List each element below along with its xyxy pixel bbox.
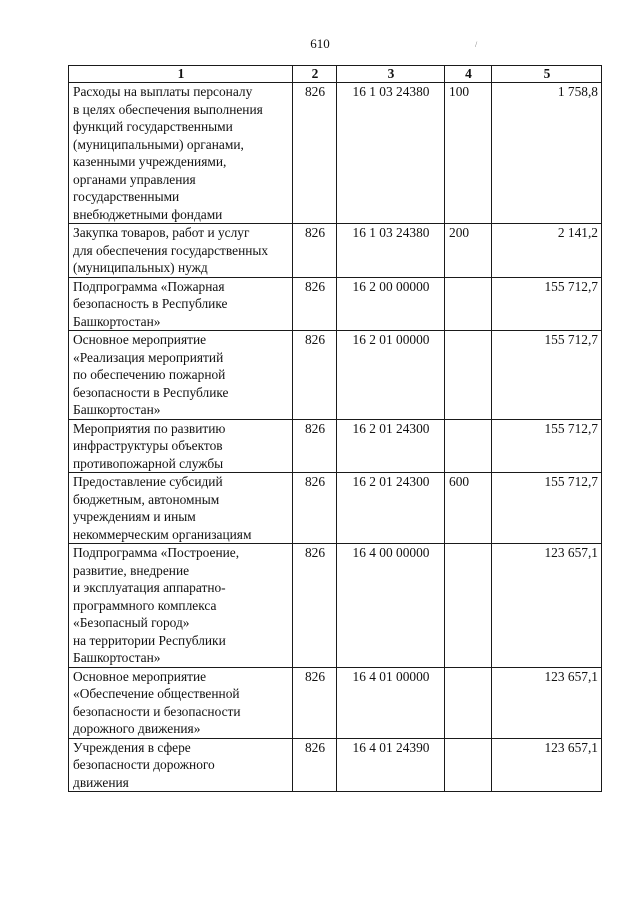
expense-name-line: на территории Республики bbox=[73, 632, 226, 648]
table-row bbox=[69, 83, 602, 224]
cell-target-code: 16 1 03 24380 bbox=[337, 224, 445, 278]
cell-ministry-code: 826 bbox=[293, 544, 337, 668]
expense-name-line: «Безопасный город» bbox=[73, 615, 190, 630]
expense-name-line: Основное мероприятие bbox=[73, 668, 207, 684]
expense-name-line: внебюджетными фондами bbox=[73, 206, 223, 222]
cell-amount: 123 657,1 bbox=[492, 667, 602, 738]
column-header-1: 1 bbox=[69, 66, 293, 83]
table-row bbox=[69, 277, 602, 331]
cell-ministry-code: 826 bbox=[293, 667, 337, 738]
expense-name-line: (муниципальных) нужд bbox=[73, 260, 208, 275]
cell-ministry-code: 826 bbox=[293, 277, 337, 331]
cell-expense-name bbox=[69, 83, 293, 224]
cell-expense-type: 200 bbox=[445, 224, 492, 278]
expense-name-line: инфраструктуры объектов bbox=[73, 438, 223, 453]
cell-expense-type bbox=[445, 331, 492, 420]
table-row bbox=[69, 419, 602, 473]
cell-target-code: 16 4 00 00000 bbox=[337, 544, 445, 668]
cell-expense-name bbox=[69, 667, 293, 738]
expense-name-line: Расходы на выплаты персоналу bbox=[73, 84, 253, 99]
expense-name-line: противопожарной службы bbox=[73, 455, 224, 471]
cell-amount: 155 712,7 bbox=[492, 419, 602, 473]
expense-name-line: государственными bbox=[73, 189, 180, 204]
expense-name-line: органами управления bbox=[73, 171, 196, 187]
cell-target-code: 16 2 01 24300 bbox=[337, 473, 445, 544]
cell-amount: 155 712,7 bbox=[492, 473, 602, 544]
cell-expense-name bbox=[69, 224, 293, 278]
expense-name-line: и эксплуатация аппаратно- bbox=[73, 580, 226, 595]
page-number: 610 bbox=[310, 36, 330, 51]
expense-name-line: для обеспечения государственных bbox=[73, 242, 269, 258]
expense-name-line: Башкортостан» bbox=[73, 402, 161, 417]
expense-name-line: бюджетным, автономным bbox=[73, 491, 220, 507]
cell-ministry-code: 826 bbox=[293, 419, 337, 473]
cell-target-code: 16 1 03 24380 bbox=[337, 83, 445, 224]
column-header-5: 5 bbox=[492, 66, 602, 83]
table-body bbox=[69, 83, 602, 792]
cell-expense-name bbox=[69, 544, 293, 668]
cell-amount: 155 712,7 bbox=[492, 331, 602, 420]
expense-name-line: Основное мероприятие bbox=[73, 332, 207, 347]
cell-target-code: 16 2 01 00000 bbox=[337, 331, 445, 420]
column-header-2: 2 bbox=[293, 66, 337, 83]
expense-name-line: Башкортостан» bbox=[73, 313, 161, 329]
table-row bbox=[69, 224, 602, 278]
expense-name-line: безопасности и безопасности bbox=[73, 703, 241, 719]
table-row bbox=[69, 331, 602, 420]
expense-name-line: Подпрограмма «Пожарная bbox=[73, 278, 225, 294]
cell-target-code: 16 4 01 24390 bbox=[337, 738, 445, 792]
cell-amount: 123 657,1 bbox=[492, 544, 602, 668]
cell-amount: 2 141,2 bbox=[492, 224, 602, 278]
table-row bbox=[69, 738, 602, 792]
cell-target-code: 16 2 01 24300 bbox=[337, 419, 445, 473]
cell-target-code: 16 2 00 00000 bbox=[337, 277, 445, 331]
cell-ministry-code: 826 bbox=[293, 83, 337, 224]
expense-name-line: дорожного движения» bbox=[73, 721, 201, 736]
cell-ministry-code: 826 bbox=[293, 224, 337, 278]
expense-name-line: «Обеспечение общественной bbox=[73, 686, 240, 701]
table-row bbox=[69, 667, 602, 738]
expense-name-line: безопасности в Республике bbox=[73, 384, 229, 400]
expense-name-line: (муниципальными) органами, bbox=[73, 136, 244, 152]
cell-expense-type bbox=[445, 738, 492, 792]
expense-name-line: функций государственными bbox=[73, 119, 233, 134]
column-header-4: 4 bbox=[445, 66, 492, 83]
budget-table bbox=[68, 65, 602, 792]
expense-name-line: казенными учреждениями, bbox=[73, 154, 227, 169]
expense-name-line: Мероприятия по развитию bbox=[73, 420, 226, 436]
cell-expense-type bbox=[445, 667, 492, 738]
expense-name-line: безопасность в Республике bbox=[73, 296, 228, 311]
cell-expense-name bbox=[69, 738, 293, 792]
expense-name-line: Закупка товаров, работ и услуг bbox=[73, 225, 250, 240]
table-row bbox=[69, 473, 602, 544]
cell-expense-name bbox=[69, 473, 293, 544]
cell-ministry-code: 826 bbox=[293, 473, 337, 544]
cell-expense-name bbox=[69, 277, 293, 331]
cell-amount: 155 712,7 bbox=[492, 277, 602, 331]
expense-name-line: некоммерческим организациям bbox=[73, 526, 252, 542]
expense-name-line: по обеспечению пожарной bbox=[73, 367, 226, 382]
cell-ministry-code: 826 bbox=[293, 738, 337, 792]
scan-tick-mark: / bbox=[475, 40, 478, 49]
expense-name-line: Учреждения в сфере bbox=[73, 739, 191, 755]
cell-expense-name bbox=[69, 331, 293, 420]
cell-expense-type bbox=[445, 277, 492, 331]
expense-name-line: Подпрограмма «Построение, bbox=[73, 545, 240, 560]
expense-name-line: учреждениям и иным bbox=[73, 509, 196, 524]
cell-ministry-code: 826 bbox=[293, 331, 337, 420]
cell-expense-type: 600 bbox=[445, 473, 492, 544]
table-header-row bbox=[69, 66, 602, 83]
cell-expense-type: 100 bbox=[445, 83, 492, 224]
cell-amount: 123 657,1 bbox=[492, 738, 602, 792]
expense-name-line: в целях обеспечения выполнения bbox=[73, 101, 263, 117]
expense-name-line: развитие, внедрение bbox=[73, 562, 190, 578]
expense-name-line: движения bbox=[73, 774, 129, 790]
expense-name-line: безопасности дорожного bbox=[73, 757, 215, 772]
cell-expense-name bbox=[69, 419, 293, 473]
table-row bbox=[69, 544, 602, 668]
cell-amount: 1 758,8 bbox=[492, 83, 602, 224]
expense-name-line: Предоставление субсидий bbox=[73, 474, 223, 489]
column-header-3: 3 bbox=[337, 66, 445, 83]
expense-name-line: Башкортостан» bbox=[73, 650, 161, 665]
cell-expense-type bbox=[445, 544, 492, 668]
expense-name-line: «Реализация мероприятий bbox=[73, 349, 224, 365]
cell-expense-type bbox=[445, 419, 492, 473]
expense-name-line: программного комплекса bbox=[73, 597, 217, 613]
cell-target-code: 16 4 01 00000 bbox=[337, 667, 445, 738]
